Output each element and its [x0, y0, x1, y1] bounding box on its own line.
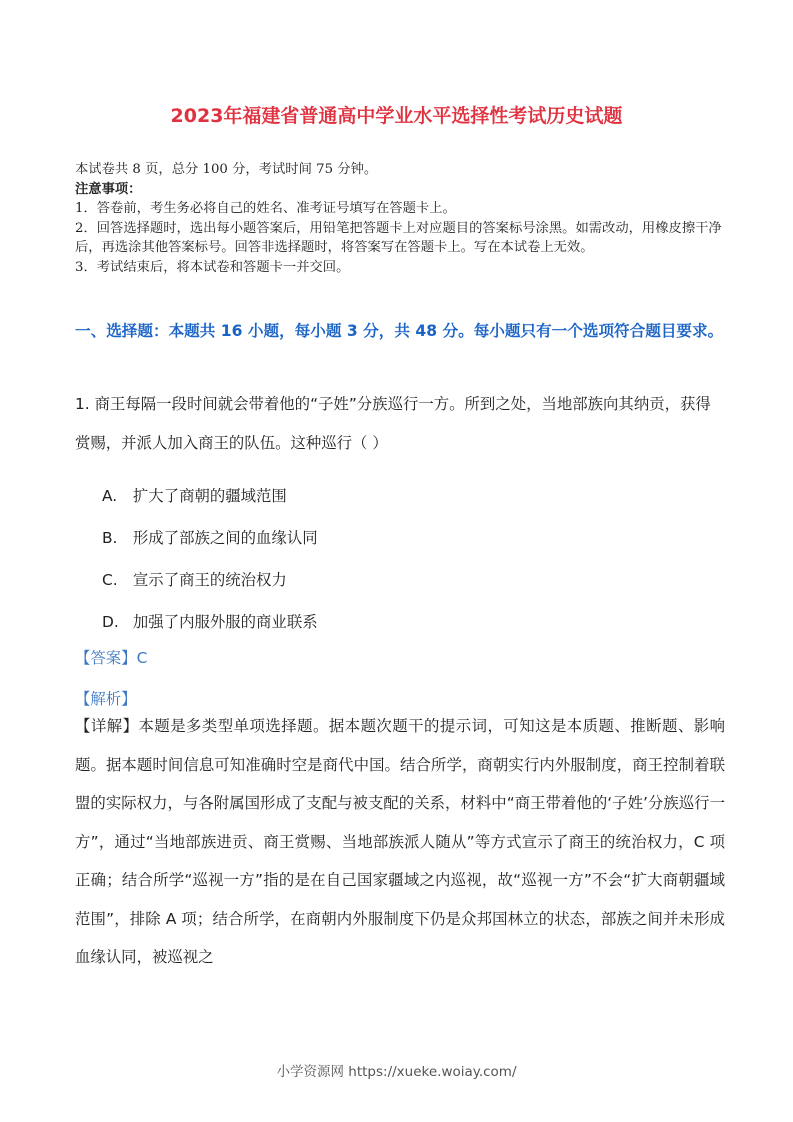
option-letter: B.	[102, 529, 118, 547]
footer-watermark: 小学资源网 https://xueke.woiay.com/	[276, 1064, 517, 1080]
document-title: 2023年福建省普通高中学业水平选择性考试历史试题	[170, 105, 623, 127]
question-number: 1.	[75, 395, 90, 413]
option-letter: C.	[102, 571, 118, 589]
option-a	[102, 475, 602, 517]
option-c	[102, 559, 602, 601]
notice-heading: 注意事项：	[75, 181, 142, 197]
question-options	[102, 475, 602, 643]
option-d	[102, 601, 602, 643]
option-letter: D.	[102, 613, 119, 631]
exam-summary: 本试卷共 8 页，总分 100 分，考试时间 75 分钟。	[75, 162, 378, 177]
option-text: 形成了部族之间的血缘认同	[132, 529, 318, 547]
explanation-text: 【详解】本题是多类型单项选择题。据本题次题干的提示词，可知这是本质题、推断题、影响题。据本题时间信息可知准确时空是商代中国。结合所学，商朝实行内外服制度，商王控制着联盟的实际权力，与各附属国形成了支配与被支配的关系，材料中“商王带着他的‘子姓’分族巡行一方”，通过“当地部族进贡、商王赏赐、当地部族派人随从”等方式宣示了商王的统治权力，C 项正确；结合所学“巡视一方”指的是在自己国家疆域之内巡视，故“巡视一方”不会“扩大商朝疆域范围”，排除 A 项；结合所学，在商朝内外服制度下仍是众邦国林立的状态，部族之间并未形成血缘认同，被巡视之	[75, 717, 725, 966]
option-text: 扩大了商朝的疆域范围	[132, 487, 287, 505]
section-heading: 一、选择题：本题共 16 小题，每小题 3 分，共 48 分。每小题只有一个选项符合题目要求。	[75, 322, 724, 340]
answer-label: 【答案】C	[75, 649, 148, 667]
notice-item: 2．回答选择题时，选出每小题答案后，用铅笔把答题卡上对应题目的答案标号涂黑。如需改动，用橡皮擦干净后，再选涂其他答案标号。回答非选择题时，将答案写在答题卡上。写在本试卷上无效。	[75, 220, 722, 255]
notice-item: 1．答卷前，考生务必将自己的姓名、准考证号填写在答题卡上。	[75, 201, 456, 216]
option-text: 加强了内服外服的商业联系	[132, 613, 318, 631]
detailed-explanation	[75, 707, 725, 977]
option-letter: A.	[102, 487, 118, 505]
option-text: 宣示了商王的统治权力	[132, 571, 287, 589]
exam-instructions	[75, 160, 725, 277]
option-b	[102, 517, 602, 559]
analysis-label: 【解析】	[75, 690, 137, 708]
question-1	[75, 385, 725, 462]
question-stem: 商王每隔一段时间就会带着他的“子姓”分族巡行一方。所到之处，当地部族向其纳贡，获得赏赐，并派人加入商王的队伍。这种巡行（ ）	[75, 395, 711, 452]
notice-item: 3．考试结束后，将本试卷和答题卡一并交回。	[75, 259, 350, 275]
